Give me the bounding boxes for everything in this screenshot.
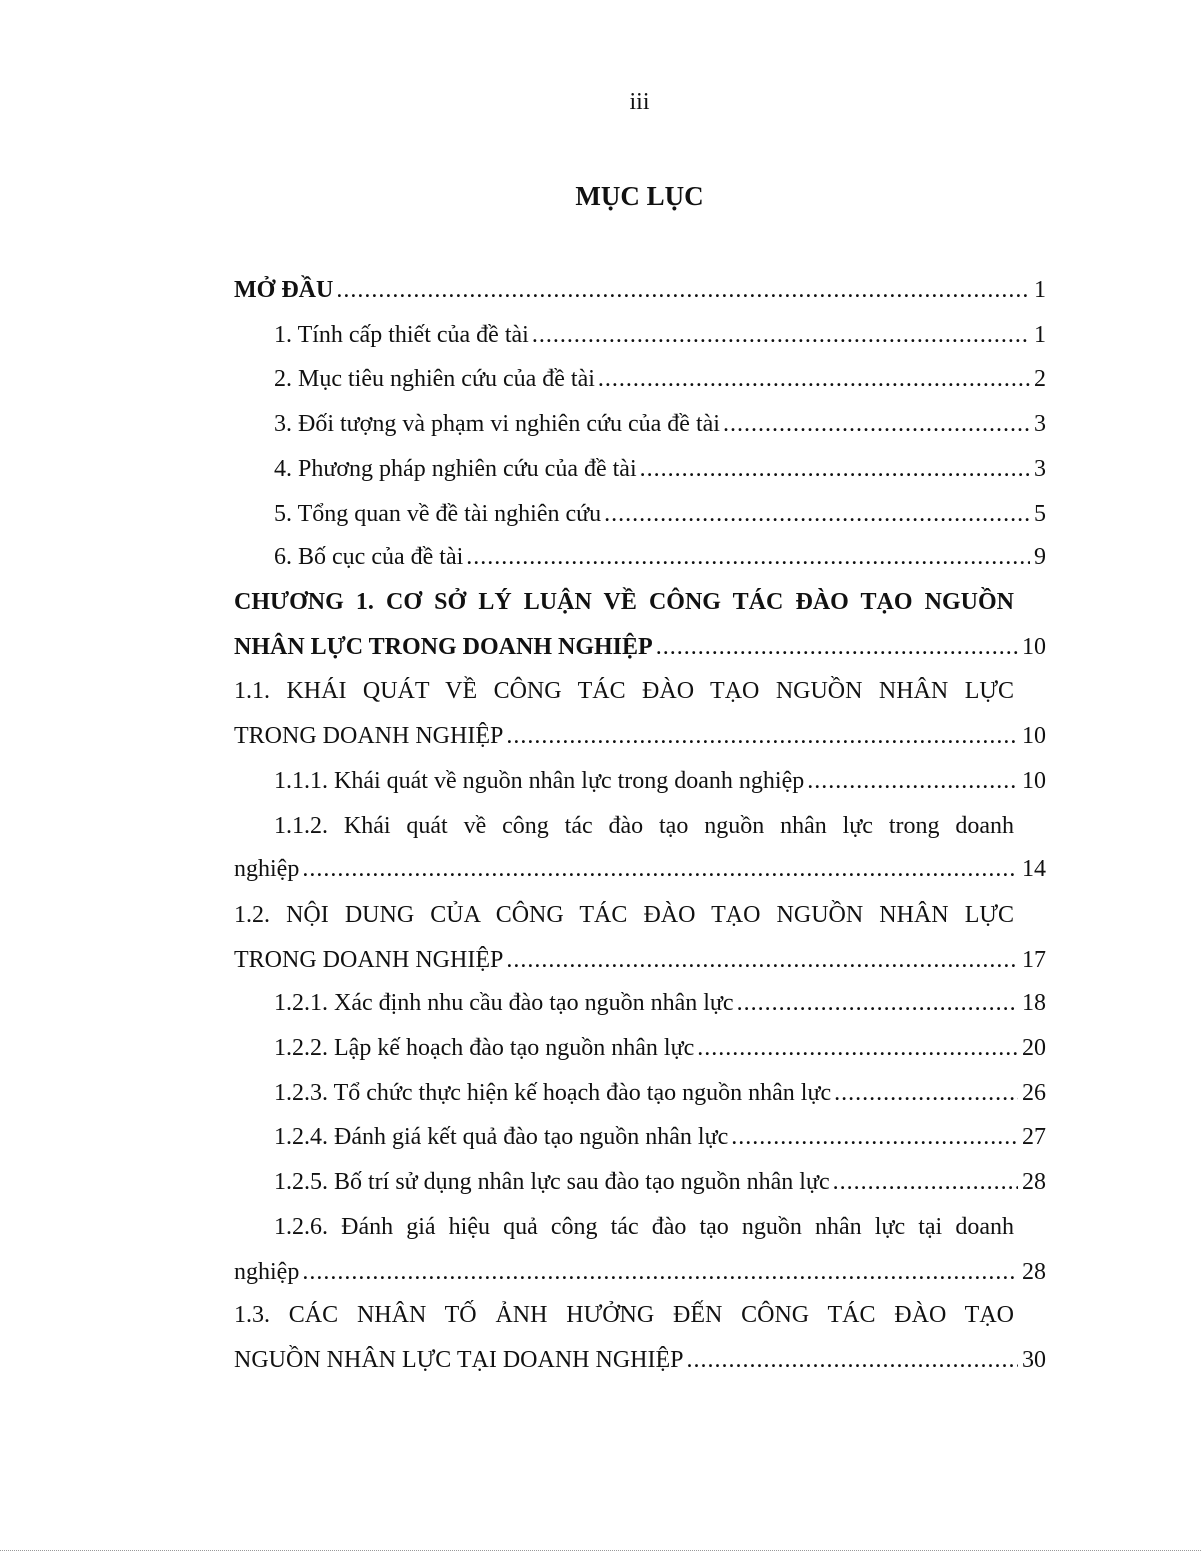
toc-entry-page: 10 xyxy=(1022,634,1046,660)
toc-entry-page: 1 xyxy=(1034,322,1046,348)
toc-entry-1-2-4[interactable] xyxy=(274,1115,1046,1159)
toc-entry-text: 2. Mục tiêu nghiên cứu của đề tài xyxy=(274,366,595,392)
toc-entry-page: 3 xyxy=(1034,411,1046,437)
toc-entry-2[interactable] xyxy=(274,357,1046,401)
toc-entry-text: 1.2.5. Bố trí sử dụng nhân lực sau đào tạo nguồn nhân lực xyxy=(274,1169,830,1195)
toc-entry-mo-dau[interactable] xyxy=(234,268,1046,312)
page-bottom-rule xyxy=(0,1550,1201,1551)
toc-entry-text: nghiệp xyxy=(234,1259,300,1285)
toc-entry-5[interactable] xyxy=(274,492,1046,536)
toc-entry-4[interactable] xyxy=(274,447,1046,491)
dot-leader xyxy=(302,1250,1018,1294)
toc-entry-page: 30 xyxy=(1022,1347,1046,1373)
toc-entry-1-2-1[interactable] xyxy=(274,981,1046,1025)
toc-entry-1-2-3[interactable] xyxy=(274,1071,1046,1115)
dot-leader xyxy=(833,1160,1018,1204)
toc-entry-text: 6. Bố cục của đề tài xyxy=(274,544,464,570)
toc-section-1-1-line-2[interactable] xyxy=(234,714,1046,758)
dot-leader xyxy=(697,1026,1018,1070)
toc-entry-1-2-2[interactable] xyxy=(274,1026,1046,1070)
toc-entry-text: 5. Tổng quan về đề tài nghiên cứu xyxy=(274,501,602,527)
toc-entry-text: nghiệp xyxy=(234,856,300,882)
toc-entry-1-2-6-line-1[interactable]: 1.2.6. Đánh giá hiệu quả công tác đào tạo nguồn nhân lực tại doanh xyxy=(274,1214,1014,1240)
toc-entry-page: 2 xyxy=(1034,366,1046,392)
toc-entry-text: 1.2.3. Tổ chức thực hiện kế hoạch đào tạo nguồn nhân lực xyxy=(274,1080,832,1106)
toc-title: MỤC LỤC xyxy=(575,181,704,211)
dot-leader xyxy=(731,1115,1018,1159)
page-number: iii xyxy=(629,89,650,115)
dot-leader xyxy=(656,625,1018,669)
toc-entry-page: 5 xyxy=(1034,501,1046,527)
toc-entry-1-1-1[interactable] xyxy=(274,759,1046,803)
dot-leader xyxy=(640,447,1030,491)
toc-entry-page: 27 xyxy=(1022,1124,1046,1150)
dot-leader xyxy=(506,938,1018,982)
toc-entry-text: 1.2.2. Lập kế hoạch đào tạo nguồn nhân lực xyxy=(274,1035,695,1061)
toc-entry-1-1-2-line-2[interactable] xyxy=(234,847,1046,891)
toc-entry-page: 28 xyxy=(1022,1169,1046,1195)
toc-section-1-3-line-2[interactable] xyxy=(234,1338,1046,1382)
dot-leader xyxy=(532,313,1030,357)
dot-leader xyxy=(336,268,1030,312)
toc-entry-page: 10 xyxy=(1022,723,1046,749)
toc-section-1-2-line-2[interactable] xyxy=(234,938,1046,982)
toc-entry-text: 4. Phương pháp nghiên cứu của đề tài xyxy=(274,456,637,482)
toc-entry-text: 3. Đối tượng và phạm vi nghiên cứu của đề tài xyxy=(274,411,720,437)
toc-entry-1-2-5[interactable] xyxy=(274,1160,1046,1204)
dot-leader xyxy=(737,981,1018,1025)
toc-entry-6[interactable] xyxy=(274,535,1046,579)
toc-entry-text: TRONG DOANH NGHIỆP xyxy=(234,947,504,973)
toc-entry-text: 1. Tính cấp thiết của đề tài xyxy=(274,322,529,348)
dot-leader xyxy=(598,357,1030,401)
dot-leader xyxy=(604,492,1030,536)
toc-chapter-1-line-1[interactable]: CHƯƠNG 1. CƠ SỞ LÝ LUẬN VỀ CÔNG TÁC ĐÀO TẠO NGUỒN xyxy=(234,589,1014,615)
toc-section-1-1-line-1[interactable]: 1.1. KHÁI QUÁT VỀ CÔNG TÁC ĐÀO TẠO NGUỒN NHÂN LỰC xyxy=(234,678,1014,704)
toc-chapter-1-line-2[interactable] xyxy=(234,625,1046,669)
toc-entry-1-1-2-line-1[interactable]: 1.1.2. Khái quát về công tác đào tạo nguồn nhân lực trong doanh xyxy=(274,813,1014,839)
toc-entry-page: 28 xyxy=(1022,1259,1046,1285)
dot-leader xyxy=(466,535,1030,579)
dot-leader xyxy=(834,1071,1018,1115)
dot-leader xyxy=(723,402,1030,446)
toc-entry-text: 1.1.1. Khái quát về nguồn nhân lực trong doanh nghiệp xyxy=(274,768,805,794)
toc-entry-page: 3 xyxy=(1034,456,1046,482)
toc-section-1-2-line-1[interactable]: 1.2. NỘI DUNG CỦA CÔNG TÁC ĐÀO TẠO NGUỒN NHÂN LỰC xyxy=(234,902,1014,928)
dot-leader xyxy=(686,1338,1018,1382)
toc-entry-page: 9 xyxy=(1034,544,1046,570)
toc-entry-text: NGUỒN NHÂN LỰC TẠI DOANH NGHIỆP xyxy=(234,1347,684,1373)
dot-leader xyxy=(506,714,1018,758)
toc-entry-page: 1 xyxy=(1034,277,1046,303)
toc-entry-page: 14 xyxy=(1022,856,1046,882)
toc-entry-page: 20 xyxy=(1022,1035,1046,1061)
dot-leader xyxy=(302,847,1018,891)
toc-entry-page: 17 xyxy=(1022,947,1046,973)
toc-entry-text: MỞ ĐẦU xyxy=(234,277,334,303)
toc-entry-1[interactable] xyxy=(274,313,1046,357)
toc-entry-page: 18 xyxy=(1022,990,1046,1016)
toc-entry-text: 1.2.1. Xác định nhu cầu đào tạo nguồn nhân lực xyxy=(274,990,734,1016)
toc-entry-page: 26 xyxy=(1022,1080,1046,1106)
toc-entry-3[interactable] xyxy=(274,402,1046,446)
toc-entry-text: NHÂN LỰC TRONG DOANH NGHIỆP xyxy=(234,634,653,660)
toc-section-1-3-line-1[interactable]: 1.3. CÁC NHÂN TỐ ẢNH HƯỞNG ĐẾN CÔNG TÁC ĐÀO TẠO xyxy=(234,1302,1014,1328)
toc-entry-page: 10 xyxy=(1022,768,1046,794)
toc-entry-text: TRONG DOANH NGHIỆP xyxy=(234,723,504,749)
dot-leader xyxy=(807,759,1018,803)
toc-entry-1-2-6-line-2[interactable] xyxy=(234,1250,1046,1294)
toc-entry-text: 1.2.4. Đánh giá kết quả đào tạo nguồn nhân lực xyxy=(274,1124,729,1150)
